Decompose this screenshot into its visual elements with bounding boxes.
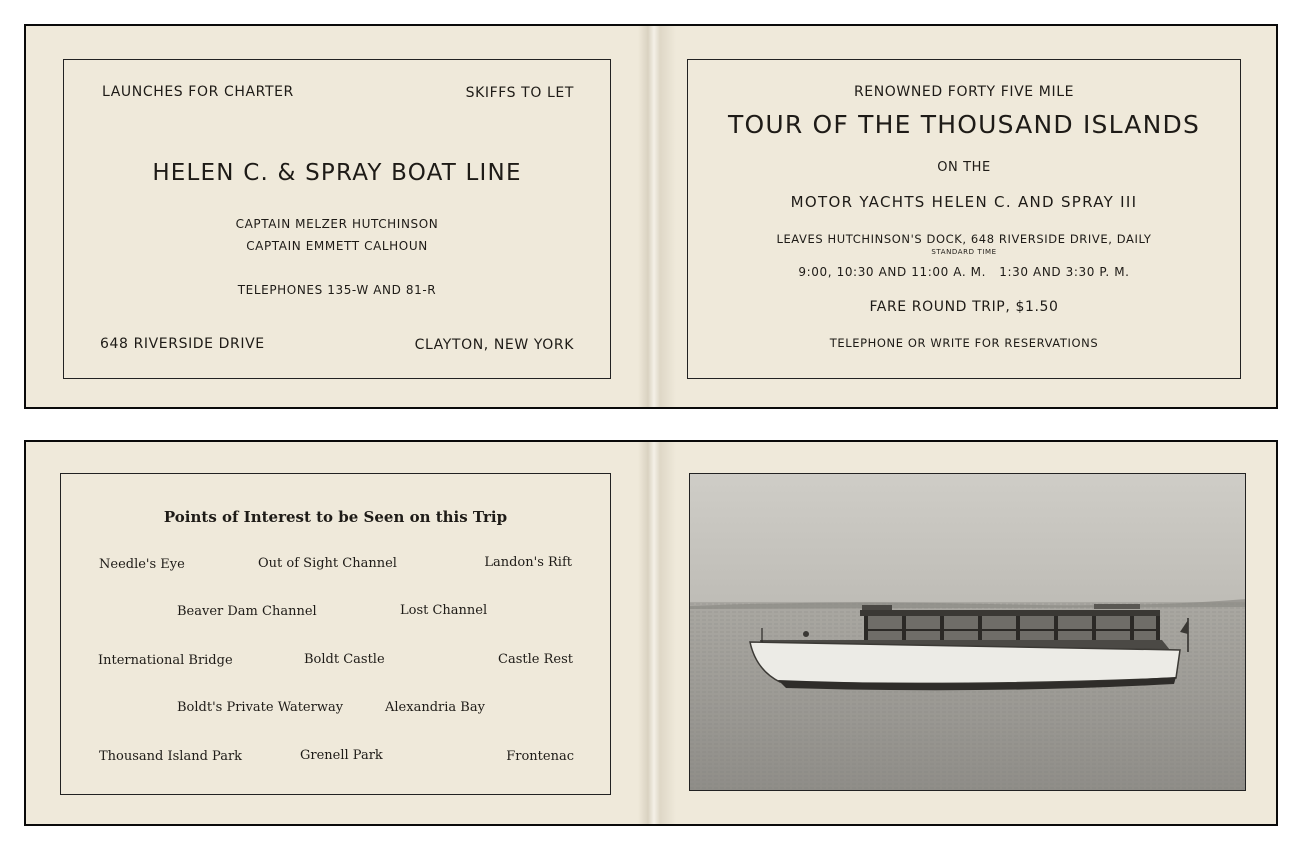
point-frontenac: Frontenac [506,749,574,764]
address: 648 RIVERSIDE DRIVE [100,336,265,352]
city: CLAYTON, NEW YORK [414,337,574,353]
point-boldts-private-waterway: Boldt's Private Waterway [177,700,344,715]
point-grenell-park: Grenell Park [300,748,383,763]
point-landons-rift: Landon's Rift [484,555,572,570]
motor-yachts: MOTOR YACHTS HELEN C. AND SPRAY III [790,193,1138,211]
skiffs-to-let: SKIFFS TO LET [465,85,574,101]
point-boldt-castle: Boldt Castle [304,652,385,667]
reservations: TELEPHONE OR WRITE FOR RESERVATIONS [829,336,1099,350]
telephones: TELEPHONES 135-W AND 81-R [237,283,437,297]
captain-calhoun: CAPTAIN EMMETT CALHOUN [246,239,428,253]
tour-title: TOUR OF THE THOUSAND ISLANDS [727,110,1201,139]
point-alexandria-bay: Alexandria Bay [385,700,485,715]
points-of-interest-panel [60,473,611,795]
on-the: ON THE [937,160,991,175]
point-thousand-island-park: Thousand Island Park [99,749,243,764]
motor-yacht-photo [689,473,1246,791]
point-out-of-sight-channel: Out of Sight Channel [258,556,397,571]
point-needles-eye: Needle's Eye [99,557,185,572]
fare: FARE ROUND TRIP, $1.50 [869,299,1059,315]
company-name: HELEN C. & SPRAY BOAT LINE [152,160,522,186]
sky [690,474,1246,606]
departure-times: 9:00, 10:30 AND 11:00 A. M. 1:30 AND 3:30 P. M. [798,265,1130,279]
tour-eyebrow: RENOWNED FORTY FIVE MILE [853,84,1075,100]
departure-info: LEAVES HUTCHINSON'S DOCK, 648 RIVERSIDE DRIVE, DAILY [776,232,1152,246]
launches-for-charter: LAUNCHES FOR CHARTER [102,84,294,100]
standard-time: STANDARD TIME [931,248,997,256]
tour-card-back [24,440,1278,826]
tour-card-front [24,24,1278,409]
point-lost-channel: Lost Channel [400,603,488,618]
point-beaver-dam-channel: Beaver Dam Channel [177,604,317,619]
charter-panel [63,59,611,379]
yacht-illustration [690,474,1246,791]
point-international-bridge: International Bridge [98,653,233,668]
tour-panel [687,59,1241,379]
point-castle-rest: Castle Rest [498,652,573,667]
points-heading: Points of Interest to be Seen on this Trip [163,508,508,526]
captain-hutchinson: CAPTAIN MELZER HUTCHINSON [235,217,439,231]
